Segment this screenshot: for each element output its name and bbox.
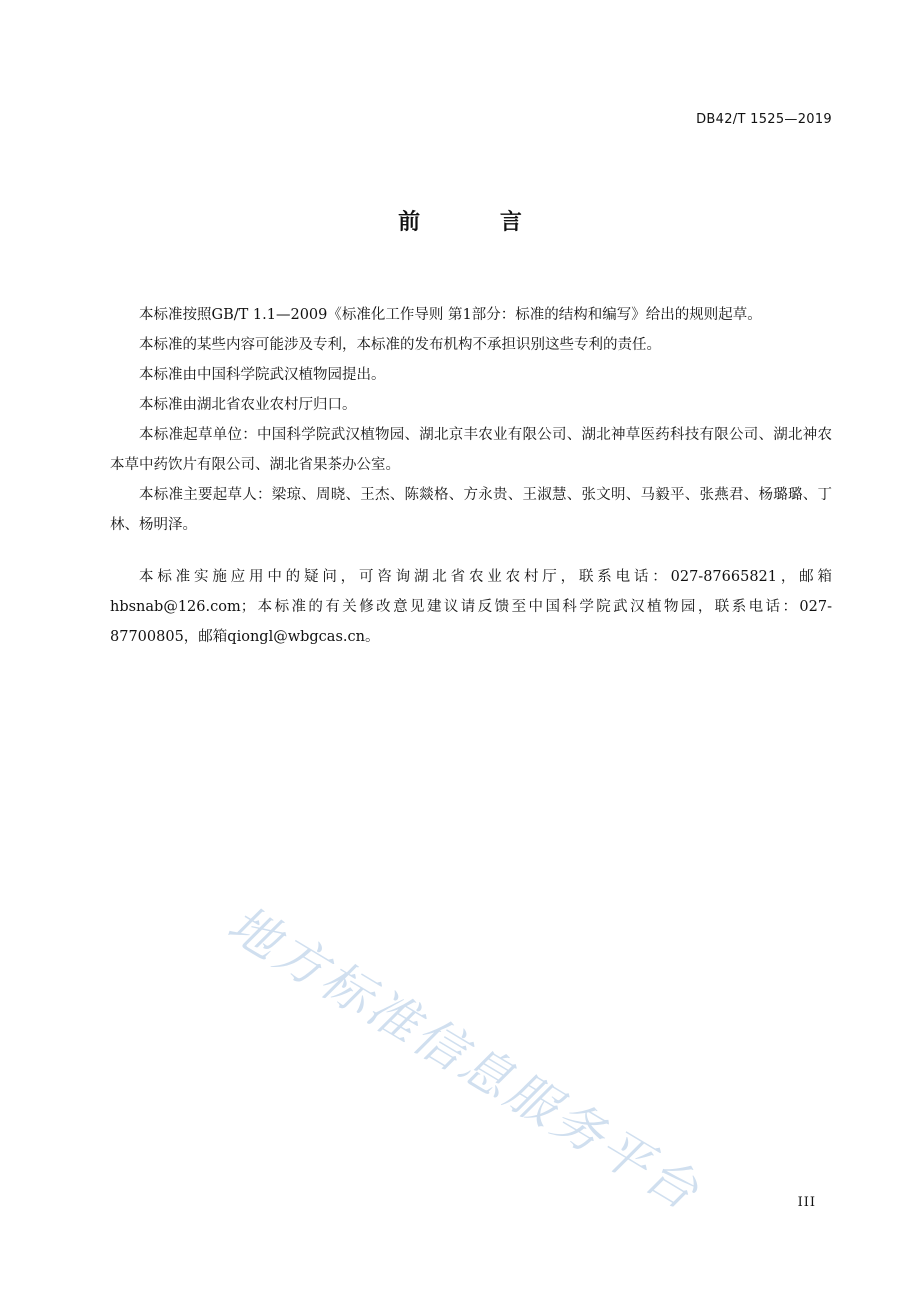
paragraph-main-drafters: 本标准主要起草人：梁琼、周晓、王杰、陈燚格、方永贵、王淑慧、张文明、马毅平、张燕君、杨璐璐、丁林、杨明泽。: [110, 487, 832, 533]
watermark-text: 地方标准信息服务平台: [218, 894, 711, 1223]
paragraph-patent-notice: 本标准的某些内容可能涉及专利，本标准的发布机构不承担识别这些专利的责任。: [139, 337, 661, 353]
paragraph-contact-info: 本标准实施应用中的疑问，可咨询湖北省农业农村厅，联系电话：027-87665821，邮箱hbsnab@126.com；本标准的有关修改意见建议请反馈至中国科学院武汉植物园，联系电话：027-87700805，邮箱qiongl@wbgcas.cn。: [110, 569, 832, 645]
paragraph-drafting-rules: 本标准按照GB/T 1.1—2009《标准化工作导则 第1部分：标准的结构和编写》给出的规则起草。: [139, 307, 762, 323]
page-number: III: [797, 1195, 816, 1210]
document-body: [110, 300, 832, 652]
paragraph-centralized-by: 本标准由湖北省农业农村厅归口。: [139, 397, 357, 413]
page-title: 前 言: [398, 210, 558, 235]
paragraph-drafting-units: 本标准起草单位：中国科学院武汉植物园、湖北京丰农业有限公司、湖北神草医药科技有限公司、湖北神农本草中药饮片有限公司、湖北省果茶办公室。: [110, 427, 832, 473]
standard-code: DB42/T 1525—2019: [696, 112, 832, 127]
paragraph-proposed-by: 本标准由中国科学院武汉植物园提出。: [139, 367, 386, 383]
